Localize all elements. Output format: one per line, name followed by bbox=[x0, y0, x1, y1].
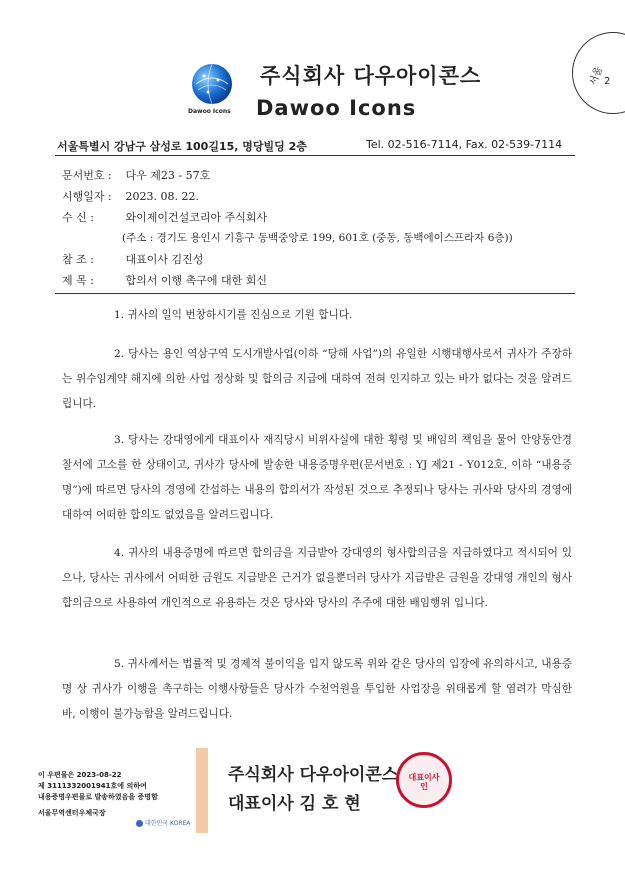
recipient: 와이제이건설코리아 주식회사 bbox=[125, 211, 268, 224]
company-seal-text: 대표이사인 bbox=[408, 773, 440, 791]
paragraph-4-text: 4. 귀사의 내용증명에 따르면 합의금을 지급받아 강대영의 형사합의금을 지급하였다고 적시되어 있으나, 당사는 귀사에서 어떠한 금원도 지급받은 근거가 없을뿐더러 당사가 지급받은 금원을 강대영 개인의 형사합의금으로 사용하여 개인적으로 유용하는 것은 당사와 당사의 주주에 대한 배임행위 입니다. bbox=[62, 547, 572, 609]
postal-line-4: 서울무역센터우체국장 bbox=[38, 809, 106, 817]
doc-number-row bbox=[62, 167, 210, 183]
logo-caption: Dawoo Icons bbox=[188, 108, 231, 115]
company-contact: Tel. 02-516-7114, Fax. 02-539-7114 bbox=[366, 138, 563, 151]
paragraph-3-text: 3. 당사는 강대영에게 대표이사 재직당시 비위사실에 대한 횡령 및 배임의 책임을 물어 안양동안경찰서에 고소를 한 상태이고, 귀사가 당사에 발송한 내용증명우편(문서번호 : YJ 제21 - Y012호, 이하 “내용증명”)에 따르면 당사의 경영에 간섭하는 내용의 합의서가 작성된 것으로 추정되나 당사는 귀사와 당사의 경영에 대하여 어떠한 합의도 없었음을 알려드립니다. bbox=[62, 434, 572, 521]
postal-logo-text: 대한민국 KOREA bbox=[144, 820, 191, 827]
company-logo bbox=[190, 62, 234, 106]
subject-row bbox=[62, 272, 267, 288]
header-divider bbox=[55, 155, 575, 156]
reference-row bbox=[62, 251, 203, 267]
paragraph-1-text: 1. 귀사의 일익 번창하시기를 진심으로 기원 합니다. bbox=[114, 309, 353, 321]
recipient-label: 수 신 : bbox=[62, 211, 94, 224]
paragraph-2 bbox=[62, 342, 572, 417]
postal-line-2: 제 3111332001941호에 의하여 bbox=[38, 782, 147, 790]
company-name-korean: 주식회사 다우아이콘스 bbox=[260, 64, 482, 88]
signature-company: 주식회사 다우아이콘스 bbox=[228, 765, 399, 785]
recipient-address: (주소 : 경기도 용인시 기흥구 동백중앙로 199, 601호 (중동, 동백에이스프라자 6층)) bbox=[122, 232, 513, 244]
paragraph-5 bbox=[62, 652, 572, 727]
recipient-row bbox=[62, 209, 267, 225]
postal-line-3: 내용증명우편물로 발송하였음을 증명함 bbox=[38, 793, 158, 801]
signature-ceo: 대표이사 김 호 현 bbox=[228, 794, 361, 814]
paragraph-4 bbox=[62, 541, 572, 616]
company-name-english: Dawoo Icons bbox=[256, 96, 417, 120]
date-label: 시행일자 : bbox=[62, 190, 112, 203]
postal-logo bbox=[136, 818, 190, 827]
subject-label: 제 목 : bbox=[62, 274, 94, 287]
subject: 합의서 이행 촉구에 대한 회신 bbox=[125, 274, 267, 287]
date-row bbox=[62, 188, 199, 204]
postal-stamp-bar bbox=[196, 748, 208, 833]
paragraph-3 bbox=[62, 428, 572, 528]
reference: 대표이사 김진성 bbox=[125, 253, 204, 266]
company-seal bbox=[396, 752, 452, 808]
doc-number-label: 문서번호 : bbox=[62, 169, 112, 182]
issue-date: 2023. 08. 22. bbox=[125, 190, 199, 203]
paragraph-2-text: 2. 당사는 용인 역삼구역 도시개발사업(이하 “당해 사업”)의 유일한 시행대행사로서 귀사가 주장하는 위수임계약 해지에 의한 사업 정상화 및 합의금 지급에 대하여 전혀 인지하고 있는 바가 없다는 것을 알려드립니다. bbox=[62, 348, 572, 410]
doc-number: 다우 제23 - 57호 bbox=[125, 169, 211, 182]
reference-label: 참 조 : bbox=[62, 253, 94, 266]
meta-divider bbox=[55, 293, 575, 294]
korea-post-icon bbox=[136, 820, 143, 827]
company-address: 서울특별시 강남구 삼성로 100길15, 명당빌딩 2층 bbox=[57, 140, 307, 153]
paragraph-5-text: 5. 귀사께서는 법률적 및 경제적 불이익을 입지 않도록 위와 같은 당사의 입장에 유의하시고, 내용증명 상 귀사가 이행을 촉구하는 이행사항들은 당사가 수천억원을 투입한 사업장을 위태롭게 할 염려가 막심한 바, 이행이 불가능함을 알려드립니다. bbox=[62, 658, 572, 720]
paragraph-1 bbox=[62, 303, 572, 328]
corner-postmark-number: 2 bbox=[604, 76, 611, 87]
corner-postmark-text: 서울 bbox=[588, 65, 606, 88]
postal-certification bbox=[38, 770, 158, 819]
postal-line-1: 이 우편물은 2023-08-22 bbox=[38, 771, 122, 779]
